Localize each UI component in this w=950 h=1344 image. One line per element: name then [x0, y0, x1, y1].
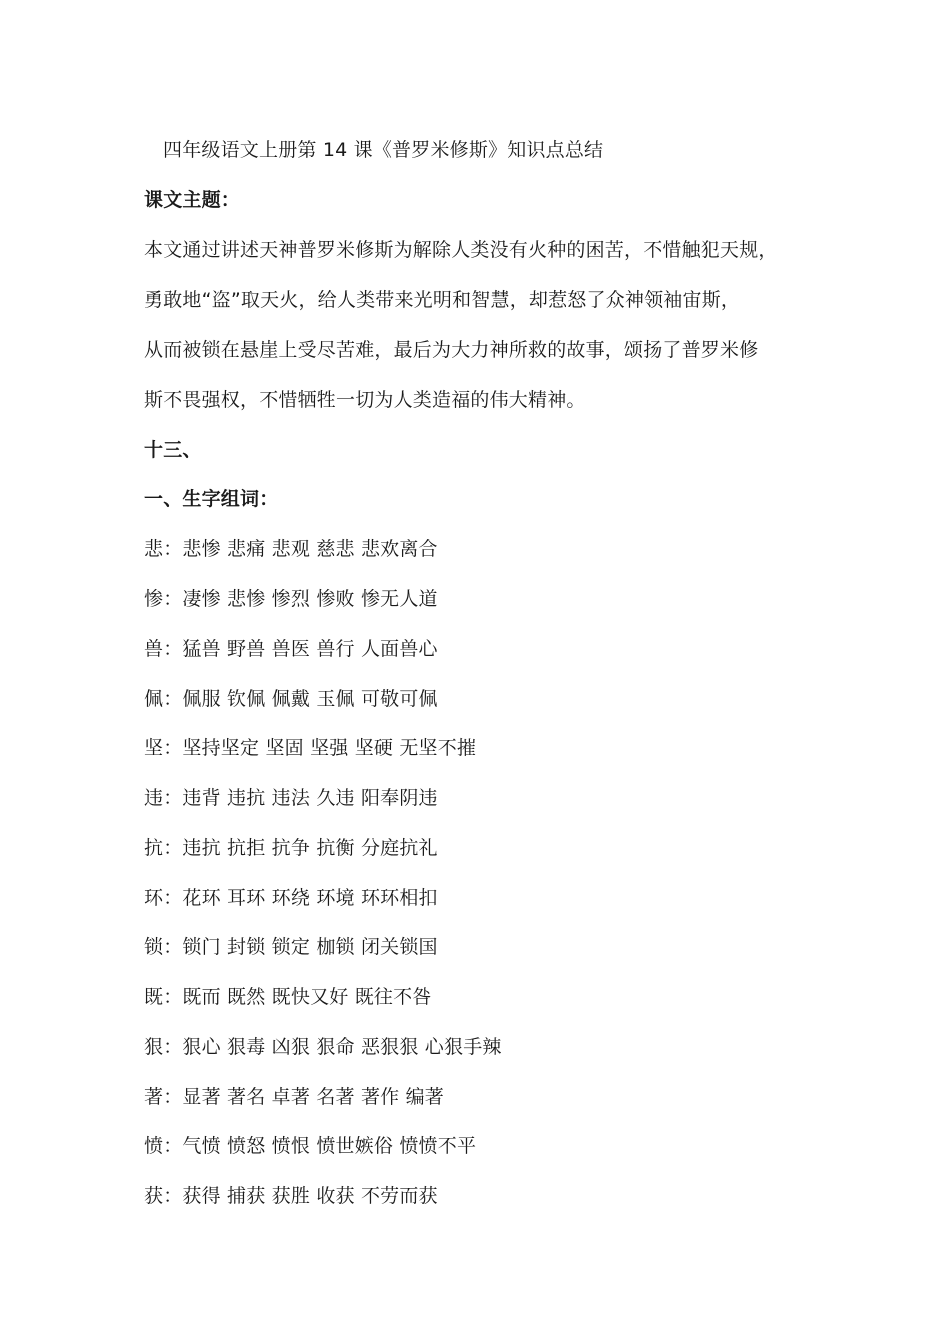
- section-heading: 十三、: [144, 439, 202, 461]
- word-group-line: 抗：违抗 抗拒 抗争 抗衡 分庭抗礼: [144, 837, 438, 859]
- word-group-line: 佩：佩服 钦佩 佩戴 玉佩 可敬可佩: [144, 688, 438, 710]
- theme-line: 斯不畏强权，不惜牺牲一切为人类造福的伟大精神。: [144, 389, 586, 411]
- word-group-line: 悲：悲惨 悲痛 悲观 慈悲 悲欢离合: [144, 538, 438, 560]
- word-group-line: 获：获得 捕获 获胜 收获 不劳而获: [144, 1185, 438, 1207]
- word-group-line: 锁：锁门 封锁 锁定 枷锁 闭关锁国: [144, 936, 438, 958]
- theme-line: 勇敢地“盗”取天火，给人类带来光明和智慧，却惹怒了众神领袖宙斯，: [144, 289, 741, 311]
- word-group-line: 环：花环 耳环 环绕 环境 环环相扣: [144, 887, 438, 909]
- word-group-line: 既：既而 既然 既快又好 既往不咎: [144, 986, 432, 1008]
- theme-heading: 课文主题：: [144, 189, 241, 211]
- word-group-line: 兽：猛兽 野兽 兽医 兽行 人面兽心: [144, 638, 438, 660]
- word-group-line: 违：违背 违抗 违法 久违 阳奉阴违: [144, 787, 438, 809]
- word-group-line: 坚：坚持坚定 坚固 坚强 坚硬 无坚不摧: [144, 737, 477, 759]
- word-group-line: 狠：狠心 狠毒 凶狠 狠命 恶狠狠 心狠手辣: [144, 1036, 502, 1058]
- word-group-line: 惨：凄惨 悲惨 惨烈 惨败 惨无人道: [144, 588, 438, 610]
- theme-line: 本文通过讲述天神普罗米修斯为解除人类没有火种的困苦，不惜触犯天规，: [144, 239, 778, 261]
- theme-line: 从而被锁在悬崖上受尽苦难，最后为大力神所救的故事，颂扬了普罗米修: [144, 339, 759, 361]
- word-group-line: 著：显著 著名 卓著 名著 著作 编著: [144, 1086, 444, 1108]
- document-title: 四年级语文上册第 14 课《普罗米修斯》知识点总结: [163, 139, 604, 161]
- word-group-line: 愤：气愤 愤怒 愤恨 愤世嫉俗 愤愤不平: [144, 1135, 477, 1157]
- sub-heading: 一、生字组词：: [144, 488, 279, 510]
